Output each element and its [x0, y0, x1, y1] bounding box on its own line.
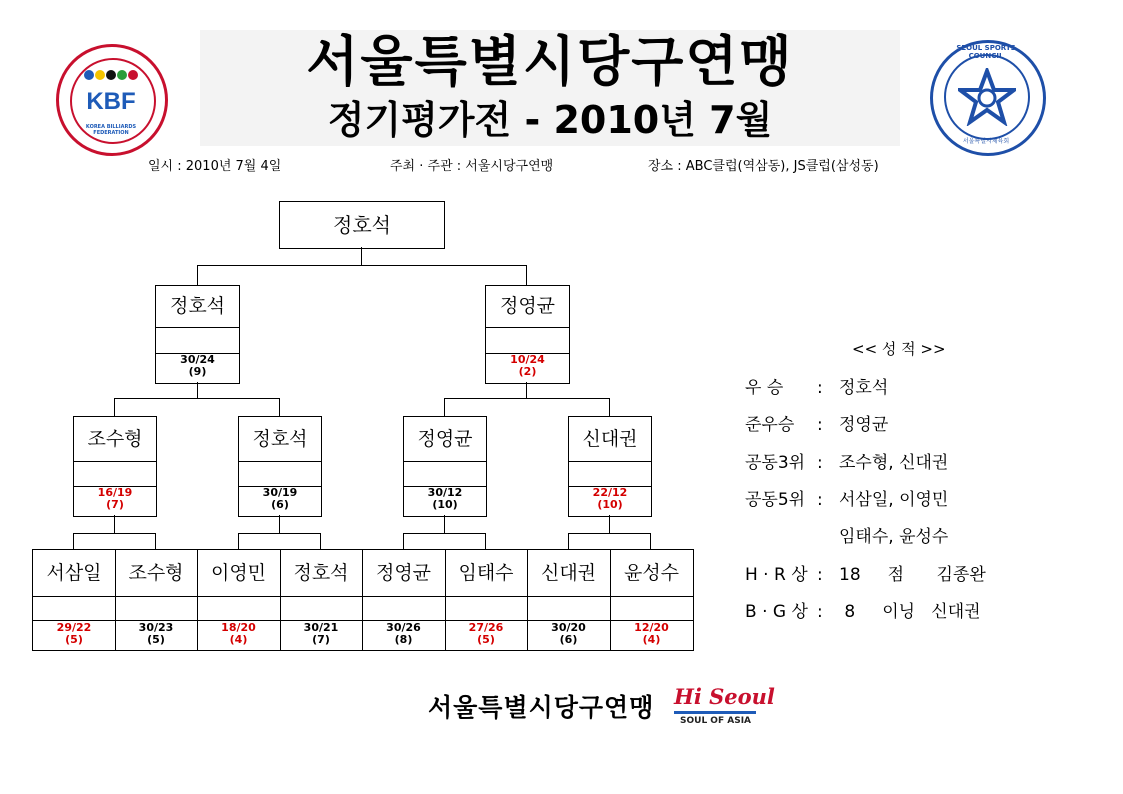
score-value: 30/20	[551, 621, 586, 634]
score-value: 12/20	[634, 621, 669, 634]
inning-value: (5)	[65, 633, 83, 646]
score-value: 30/12	[427, 486, 463, 499]
inning-value: (9)	[188, 365, 207, 378]
inning-value: (7)	[312, 633, 330, 646]
inning-value: (4)	[229, 633, 248, 646]
result-row	[745, 560, 986, 585]
score-value: 22/12	[592, 486, 628, 499]
result-row	[745, 410, 888, 435]
brand-underline	[674, 711, 756, 714]
result-value: 조수형, 신대권	[839, 453, 949, 473]
hi-seoul-logo	[674, 684, 775, 730]
inning-value: (10)	[432, 498, 458, 511]
player-name: 조수형	[74, 417, 156, 462]
score-value: 30/23	[138, 621, 174, 634]
hi-seoul-brand: Hi Seoul	[674, 684, 775, 709]
result-row	[745, 448, 948, 473]
inning-value: (8)	[394, 633, 413, 646]
score-value: 16/19	[97, 486, 133, 499]
result-value: 8 이닝 신대권	[839, 602, 981, 622]
player-name: 신대권	[569, 417, 651, 462]
result-row	[745, 485, 948, 510]
seoul-logo-text-bottom: 서울특별시체육회	[962, 138, 1010, 145]
inning-value: (4)	[642, 633, 661, 646]
result-sep: :	[817, 453, 823, 473]
result-label: 우 승	[745, 378, 784, 398]
result-value: 정호석	[839, 378, 889, 398]
footer-org-name: 서울특별시당구연맹	[428, 693, 655, 722]
results-title: << 성 적 >>	[852, 340, 946, 358]
result-value: 임태수, 윤성수	[839, 527, 949, 547]
inning-value: (10)	[597, 498, 623, 511]
page-subtitle: 정기평가전 - 2010년 7월	[200, 94, 900, 146]
score-value: 30/24	[180, 353, 215, 366]
result-sep: :	[817, 565, 823, 585]
kbf-logo-abbr: KBF	[86, 88, 136, 115]
hi-seoul-tagline: SOUL OF ASIA	[680, 716, 752, 726]
score-value: 27/26	[468, 621, 504, 634]
event-host: 주최 · 주관 : 서울시당구연맹	[390, 159, 554, 174]
result-row	[745, 373, 888, 398]
player-name: 정호석	[156, 286, 239, 328]
result-sep: :	[817, 415, 823, 435]
inning-value: (5)	[147, 633, 165, 646]
player-name: 이영민	[210, 562, 267, 584]
score-value: 10/24	[510, 353, 545, 366]
inning-value: (6)	[559, 633, 578, 646]
event-place: 장소 : ABC클럽(역삼동), JS클럽(삼성동)	[648, 159, 879, 174]
result-row	[745, 522, 948, 547]
score-value: 18/20	[221, 621, 256, 634]
inning-value: (5)	[477, 633, 495, 646]
result-sep: :	[817, 602, 823, 622]
player-name: 임태수	[458, 562, 514, 584]
inning-value: (7)	[106, 498, 124, 511]
result-value: 서삼일, 이영민	[839, 490, 949, 510]
player-name: 정호석	[293, 562, 349, 584]
score-value: 29/22	[56, 621, 92, 634]
player-name: 신대권	[540, 562, 597, 584]
score-value: 30/26	[386, 621, 421, 634]
kbf-logo-text: KOREA BILLIARDS FEDERATION	[85, 124, 137, 136]
player-name: 정영균	[486, 286, 569, 328]
result-label: B · G 상	[745, 602, 808, 622]
result-sep: :	[817, 378, 823, 398]
player-name: 정영균	[375, 562, 432, 584]
player-name: 조수형	[128, 562, 184, 584]
page-title: 서울특별시당구연맹	[200, 30, 900, 94]
player-name: 서삼일	[46, 562, 102, 584]
score-value: 30/19	[262, 486, 298, 499]
champion-name: 정호석	[333, 213, 391, 237]
result-row	[745, 597, 981, 622]
player-name: 윤성수	[623, 562, 680, 584]
result-value: 18 점 김종완	[839, 565, 986, 585]
result-label: 공동5위	[745, 490, 806, 510]
player-name: 정호석	[239, 417, 321, 462]
result-value: 정영균	[839, 415, 889, 435]
seoul-logo-text: SEOUL SPORTS COUNCIL	[956, 44, 1016, 60]
player-name: 정영균	[404, 417, 486, 462]
result-label: 공동3위	[745, 453, 806, 473]
result-label: 준우승	[745, 415, 795, 435]
event-date: 일시 : 2010년 7월 4일	[148, 159, 282, 174]
inning-value: (2)	[518, 365, 537, 378]
result-sep: :	[817, 490, 823, 510]
result-label: H · R 상	[745, 565, 808, 585]
score-value: 30/21	[303, 621, 339, 634]
inning-value: (6)	[271, 498, 289, 511]
